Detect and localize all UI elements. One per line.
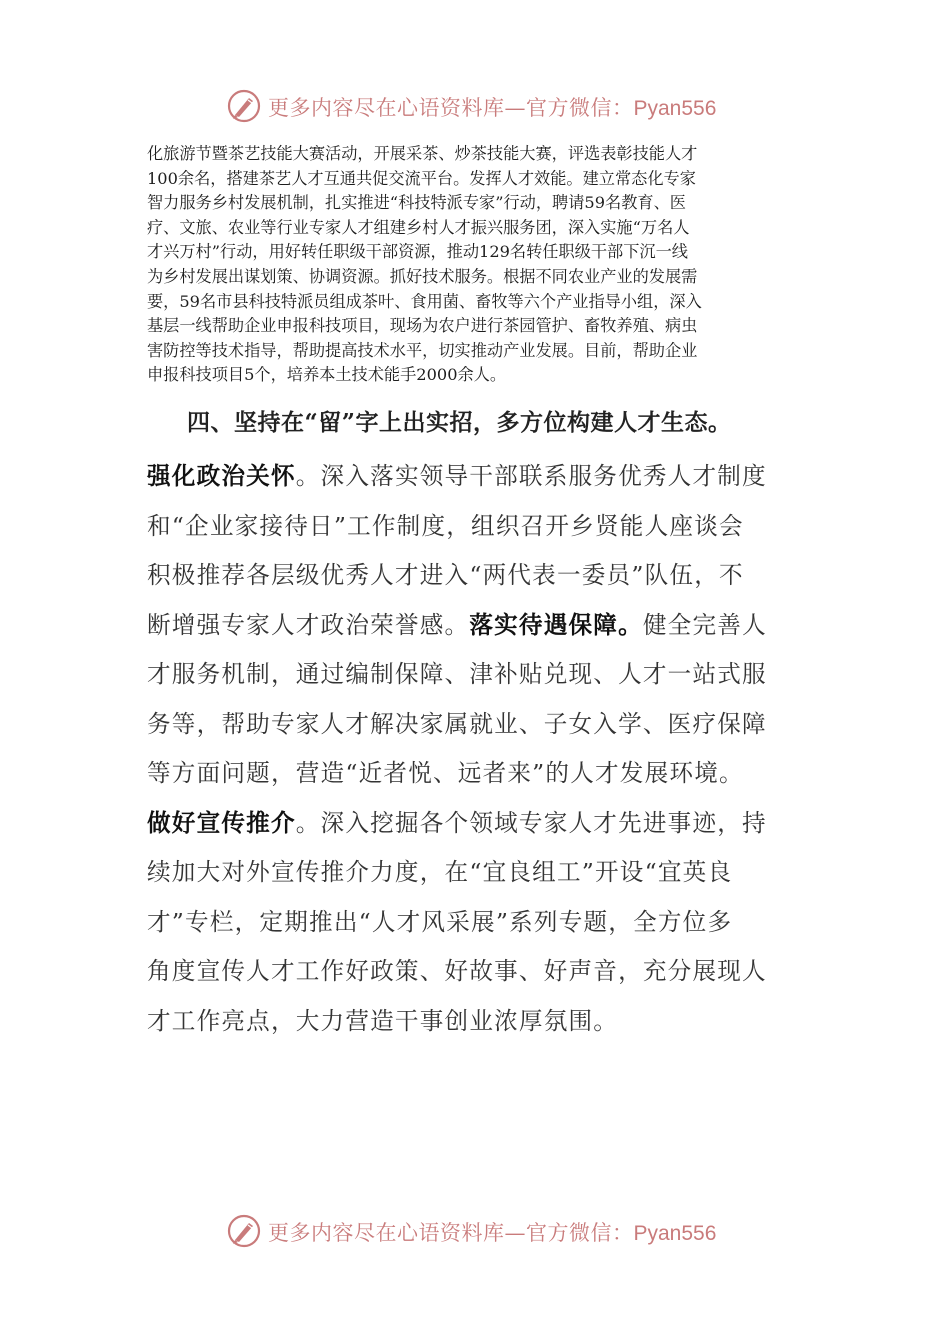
paragraph-line: 才工作亮点，大力营造干事创业浓厚氛围。: [147, 1006, 619, 1035]
subheading-political-care: 强化政治关怀: [147, 462, 296, 490]
paragraph-line: 害防控等技术指导，帮助提高技术水平，切实推动产业发展。目前，帮助企业: [147, 340, 698, 360]
banner-text: [268, 1217, 716, 1247]
paragraph-line: 积极推荐各层级优秀人才进入“两代表一委员”队伍，不: [147, 561, 744, 589]
paragraph-line: 为乡村发展出谋划策、协调资源。抓好技术服务。根据不同农业产业的发展需: [147, 266, 698, 286]
footer-banner: [0, 1211, 950, 1251]
paragraph-line: 角度宣传人才工作好政策、好故事、好声音，充分展现人: [147, 957, 767, 985]
banner-slogan: 更多内容尽在心语资料库—官方微信：: [268, 1221, 634, 1245]
paragraph-line: 基层一线帮助企业申报科技项目，现场为农户进行茶园管护、畜牧养殖、病虫: [147, 316, 698, 336]
paragraph-line: 务等，帮助专家人才解决家属就业、子女入学、医疗保障: [147, 709, 767, 738]
paragraph-line: 疗、文旅、农业等行业专家人才组建乡村人才振兴服务团，深入实施“万名人: [147, 217, 690, 237]
paragraph-line: 强化政治关怀。深入落实领导干部联系服务优秀人才制度: [147, 462, 767, 490]
paragraph-line: 才兴万村”行动，用好转任职级干部资源，推动129名转任职级干部下沉一线: [147, 242, 688, 262]
paragraph-line: 等方面问题，营造“近者悦、远者来”的人才发展环境。: [147, 759, 744, 787]
paragraph-line: 和“企业家接待日”工作制度，组织召开乡贤能人座谈会: [147, 511, 744, 540]
pen-nib-logo-icon: [226, 1213, 262, 1249]
subheading-publicity: 做好宣传推介: [147, 808, 296, 837]
paragraph-line: 才”专栏，定期推出“人才风采展”系列专题，全方位多: [147, 907, 733, 936]
wechat-id: Pyan556: [633, 97, 717, 120]
section-heading: 四、坚持在“留”字上出实招，多方位构建人才生态。: [187, 409, 732, 436]
subheading-benefits: 落实待遇保障。: [469, 610, 643, 639]
banner-slogan: 更多内容尽在心语资料库—官方微信：: [268, 96, 634, 120]
paragraph-line: 才服务机制，通过编制保障、津补贴兑现、人才一站式服: [147, 660, 767, 688]
pen-nib-logo-icon: [226, 88, 262, 124]
small-paragraph: [147, 142, 807, 388]
paragraph-line: 100余名，搭建茶艺人才互通共促交流平台。发挥人才效能。建立常态化专家: [147, 168, 696, 188]
paragraph-line: 智力服务乡村发展机制，扎实推进“科技特派专家”行动，聘请59名教育、医: [147, 193, 686, 213]
banner-text: [268, 92, 716, 122]
main-paragraph: [147, 452, 807, 1046]
paragraph-line: 化旅游节暨茶艺技能大赛活动，开展采茶、炒茶技能大赛，评选表彰技能人才: [147, 144, 698, 163]
paragraph-line: 做好宣传推介。深入挖掘各个领域专家人才先进事迹，持: [147, 808, 767, 837]
header-banner: [0, 86, 950, 126]
paragraph-line: 要，59名市县科技特派员组成茶叶、食用菌、畜牧等六个产业指导小组，深入: [147, 291, 702, 311]
paragraph-line: 续加大对外宣传推介力度，在“宜良组工”开设“宜英良: [147, 858, 733, 886]
paragraph-line: 断增强专家人才政治荣誉感。落实待遇保障。健全完善人: [147, 610, 767, 639]
paragraph-line: 申报科技项目5个，培养本土技术能手2000余人。: [147, 365, 507, 385]
wechat-id: Pyan556: [633, 1222, 717, 1245]
